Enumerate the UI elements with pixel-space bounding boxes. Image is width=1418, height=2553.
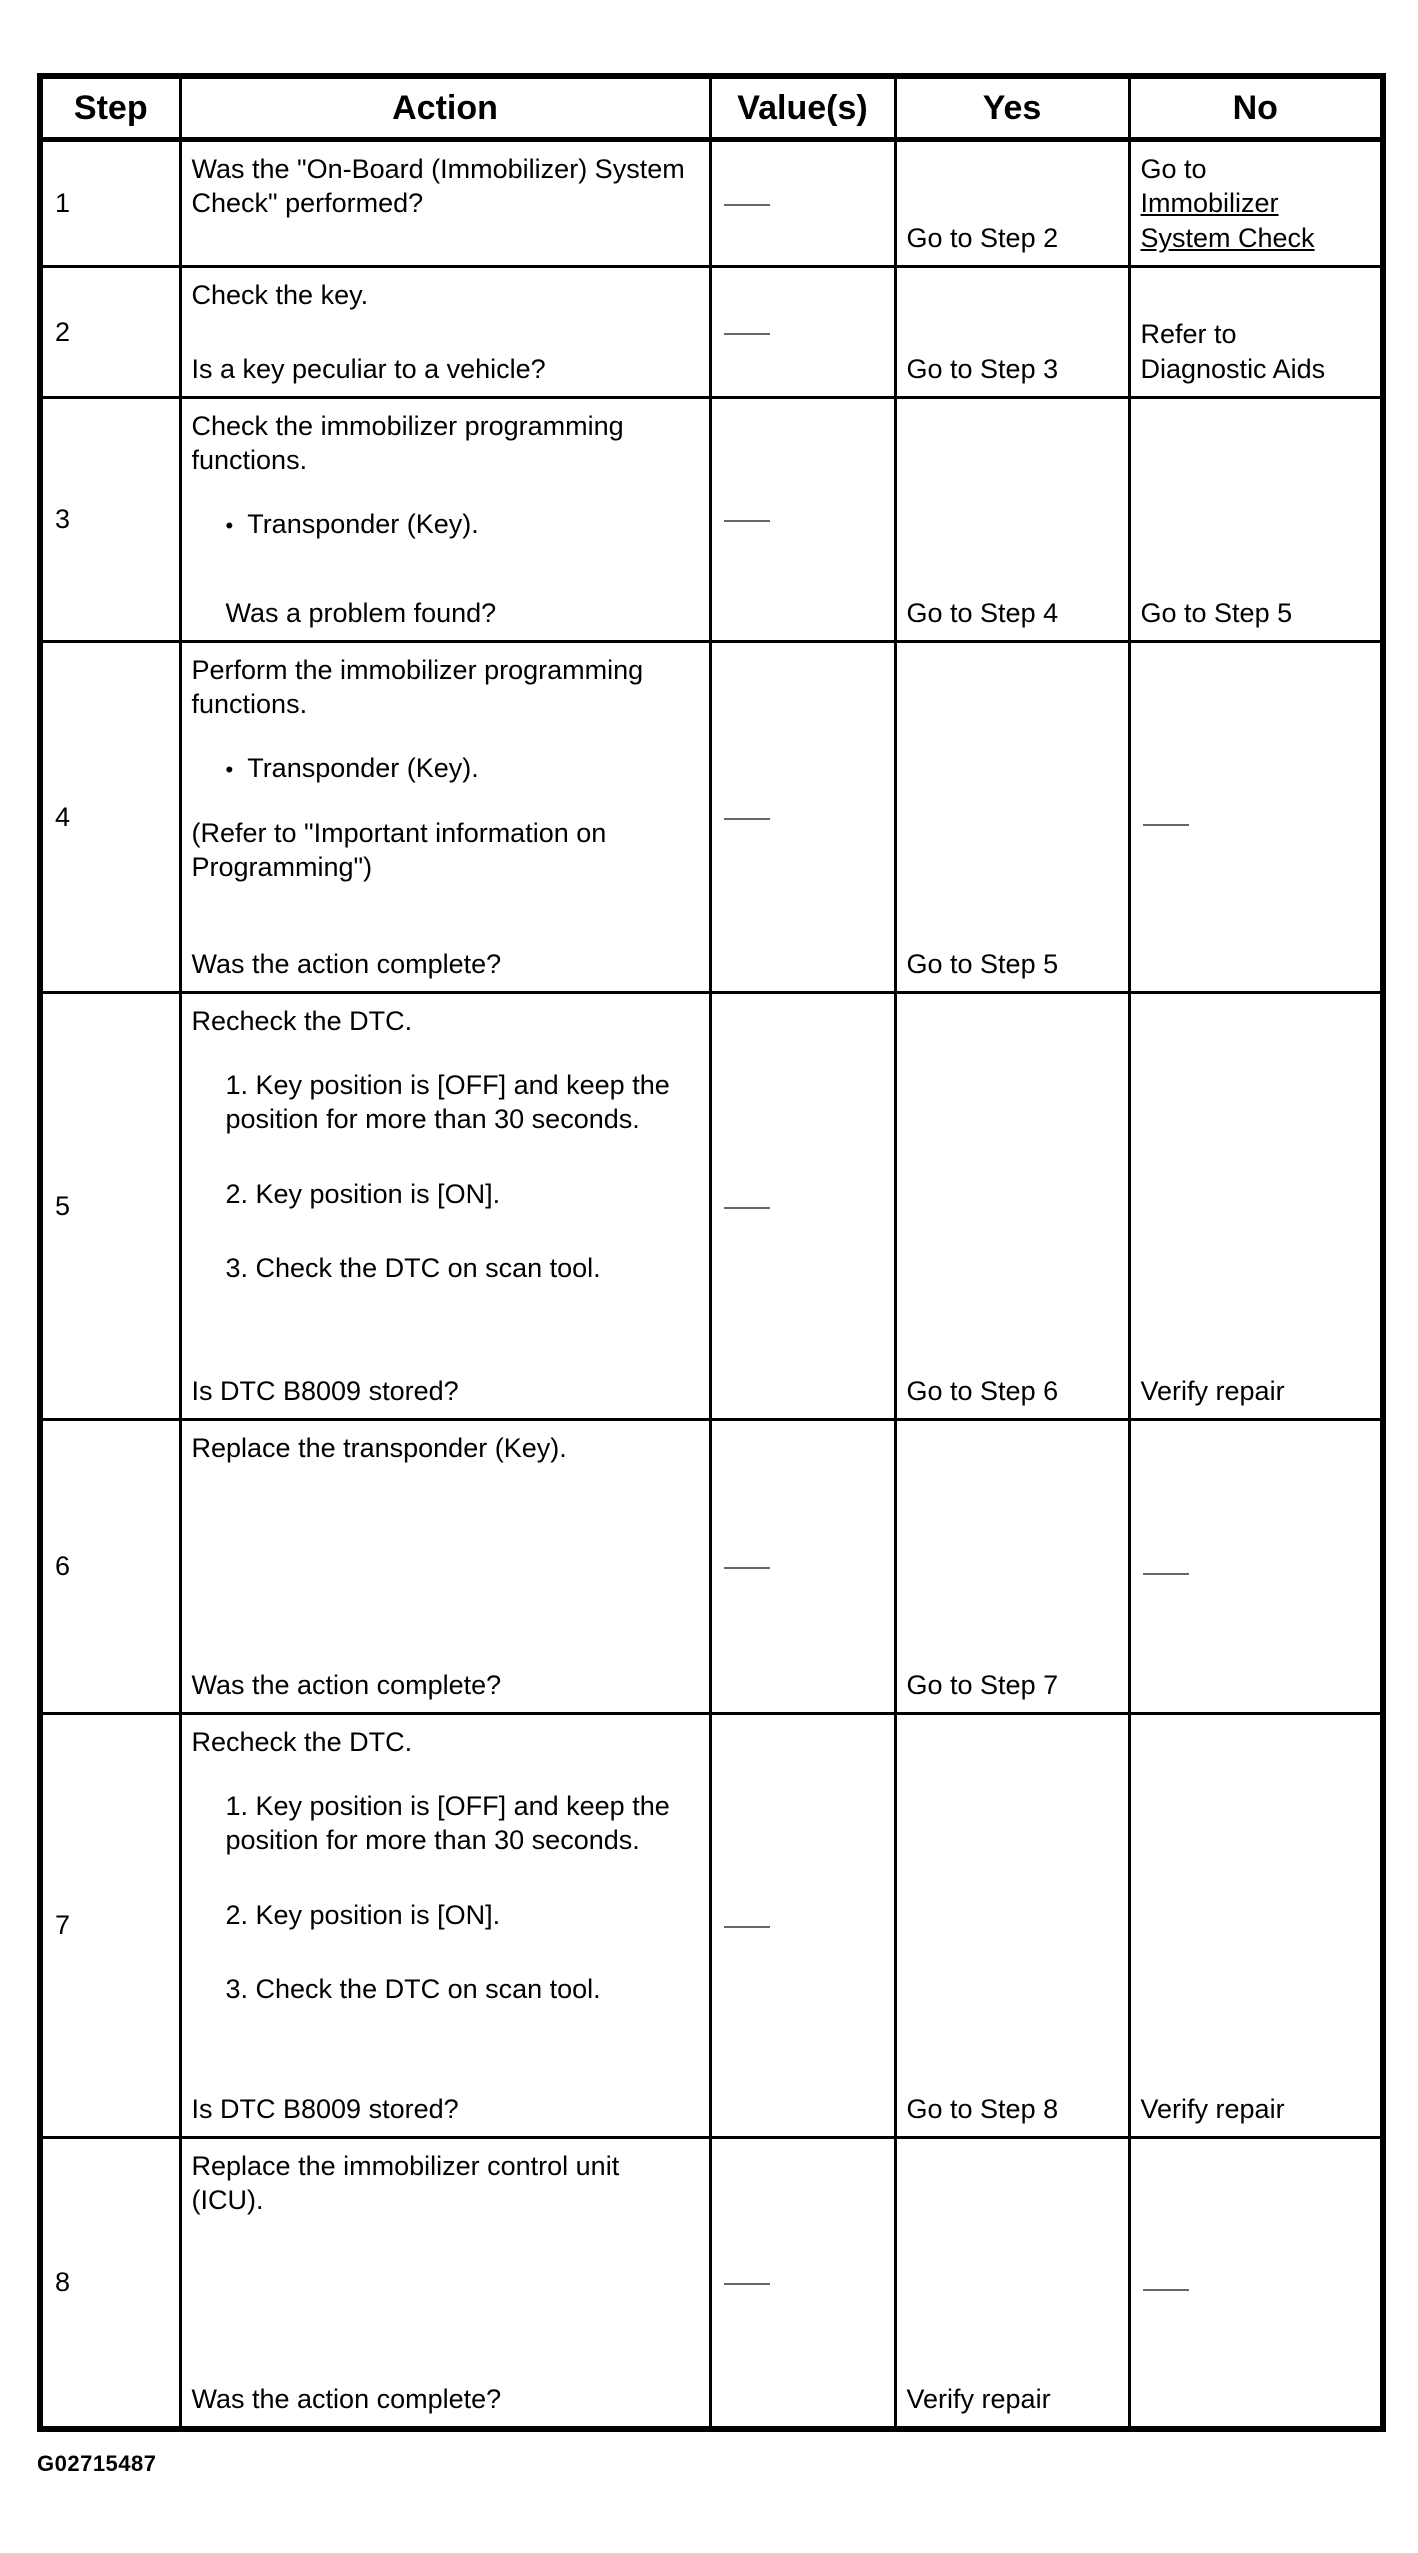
no-cell [1129, 2137, 1383, 2429]
action-cell [180, 1713, 710, 2137]
action-cell [180, 1419, 710, 1713]
empty-dash [1143, 2289, 1189, 2291]
action-cell [180, 397, 710, 641]
table-row [40, 397, 1383, 641]
yes-cell: Go to Step 3 [895, 266, 1129, 397]
empty-dash [1143, 824, 1189, 826]
value-cell [710, 140, 895, 267]
table-row [40, 266, 1383, 397]
yes-cell: Go to Step 7 [895, 1419, 1129, 1713]
numbered-step: 3. Check the DTC on scan tool. [225, 1252, 601, 1283]
numbered-step: 1. Key position is [OFF] and keep the position for more than 30 seconds. [225, 1791, 670, 1856]
empty-dash [724, 818, 770, 820]
yes-cell: Go to Step 8 [895, 1713, 1129, 2137]
step-number: 3 [40, 397, 180, 641]
bullet-icon: • [225, 513, 234, 539]
no-cell [1129, 1419, 1383, 1713]
empty-dash [724, 204, 770, 206]
header-yes: Yes [895, 76, 1129, 140]
action-cell [180, 2137, 710, 2429]
numbered-step: 2. Key position is [ON]. [225, 1899, 501, 1930]
no-cell [1129, 266, 1383, 397]
bullet-item [226, 751, 699, 785]
step-number: 2 [40, 266, 180, 397]
no-cell: Verify repair [1129, 1713, 1383, 2137]
figure-id: G02715487 [37, 2451, 157, 2476]
action-question: Is DTC B8009 stored? [191, 2093, 459, 2124]
diagnostic-table [37, 73, 1386, 2432]
yes-cell: Go to Step 2 [895, 140, 1129, 267]
table-row [40, 140, 1383, 267]
action-question: Was the action complete? [191, 948, 502, 979]
yes-cell: Go to Step 5 [895, 641, 1129, 992]
numbered-step: 2. Key position is [ON]. [225, 1178, 501, 1209]
step-number: 4 [40, 641, 180, 992]
value-cell [710, 2137, 895, 2429]
action-cell [180, 140, 710, 267]
table-row [40, 641, 1383, 992]
yes-cell: Go to Step 6 [895, 992, 1129, 1419]
header-step: Step [40, 76, 180, 140]
value-cell [710, 266, 895, 397]
action-cell [180, 992, 710, 1419]
value-cell [710, 397, 895, 641]
action-note: (Refer to "Important information on Programming") [191, 817, 607, 882]
no-cell [1129, 641, 1383, 992]
step-number: 8 [40, 2137, 180, 2429]
step-number: 5 [40, 992, 180, 1419]
bullet-item [226, 507, 699, 541]
header-row [40, 76, 1383, 140]
table-row [40, 1713, 1383, 2137]
no-cell: Verify repair [1129, 992, 1383, 1419]
action-intro: Replace the immobilizer control unit (ICU). [191, 2150, 620, 2216]
empty-dash [724, 520, 770, 522]
action-question: Is DTC B8009 stored? [191, 1375, 459, 1406]
no-cell [1129, 140, 1383, 267]
value-cell [710, 1419, 895, 1713]
bullet-text: Transponder (Key). [247, 753, 479, 784]
action-cell [180, 266, 710, 397]
action-question: Was the action complete? [191, 2384, 502, 2415]
no-text: Refer to [1140, 319, 1237, 350]
yes-cell: Go to Step 4 [895, 397, 1129, 641]
action-cell [180, 641, 710, 992]
immobilizer-system-check-link-2[interactable]: System Check [1140, 222, 1315, 253]
empty-dash [724, 1567, 770, 1569]
step-number: 1 [40, 140, 180, 267]
table-row [40, 1419, 1383, 1713]
header-no: No [1129, 76, 1383, 140]
action-question: Was the action complete? [191, 1669, 502, 1700]
immobilizer-system-check-link[interactable]: Immobilizer [1140, 188, 1279, 219]
table-row [40, 2137, 1383, 2429]
action-intro: Recheck the DTC. [191, 1726, 413, 1757]
value-cell [710, 641, 895, 992]
header-values: Value(s) [710, 76, 895, 140]
value-cell [710, 1713, 895, 2137]
no-cell: Go to Step 5 [1129, 397, 1383, 641]
action-question: Was a problem found? [225, 597, 497, 628]
numbered-step: 3. Check the DTC on scan tool. [225, 1973, 601, 2004]
header-action: Action [180, 76, 710, 140]
action-intro: Check the immobilizer programming functions. [191, 410, 624, 476]
action-intro: Recheck the DTC. [191, 1005, 413, 1036]
table-row [40, 992, 1383, 1419]
action-intro: Perform the immobilizer programming functions. [191, 654, 644, 720]
bullet-text: Transponder (Key). [247, 509, 479, 540]
empty-dash [724, 2283, 770, 2285]
empty-dash [1143, 1573, 1189, 1575]
empty-dash [724, 1926, 770, 1928]
yes-cell: Verify repair [895, 2137, 1129, 2429]
empty-dash [724, 1207, 770, 1209]
step-number: 7 [40, 1713, 180, 2137]
action-intro: Replace the transponder (Key). [191, 1432, 567, 1463]
step-number: 6 [40, 1419, 180, 1713]
bullet-icon: • [225, 757, 234, 783]
no-text: Go to [1140, 154, 1207, 184]
empty-dash [724, 333, 770, 335]
no-text-2: Diagnostic Aids [1140, 353, 1326, 384]
action-intro: Was the "On-Board (Immobilizer) System Check" performed? [191, 154, 685, 219]
action-intro: Check the key. [191, 279, 369, 310]
numbered-step: 1. Key position is [OFF] and keep the position for more than 30 seconds. [225, 1070, 670, 1135]
value-cell [710, 992, 895, 1419]
action-question: Is a key peculiar to a vehicle? [191, 353, 546, 384]
